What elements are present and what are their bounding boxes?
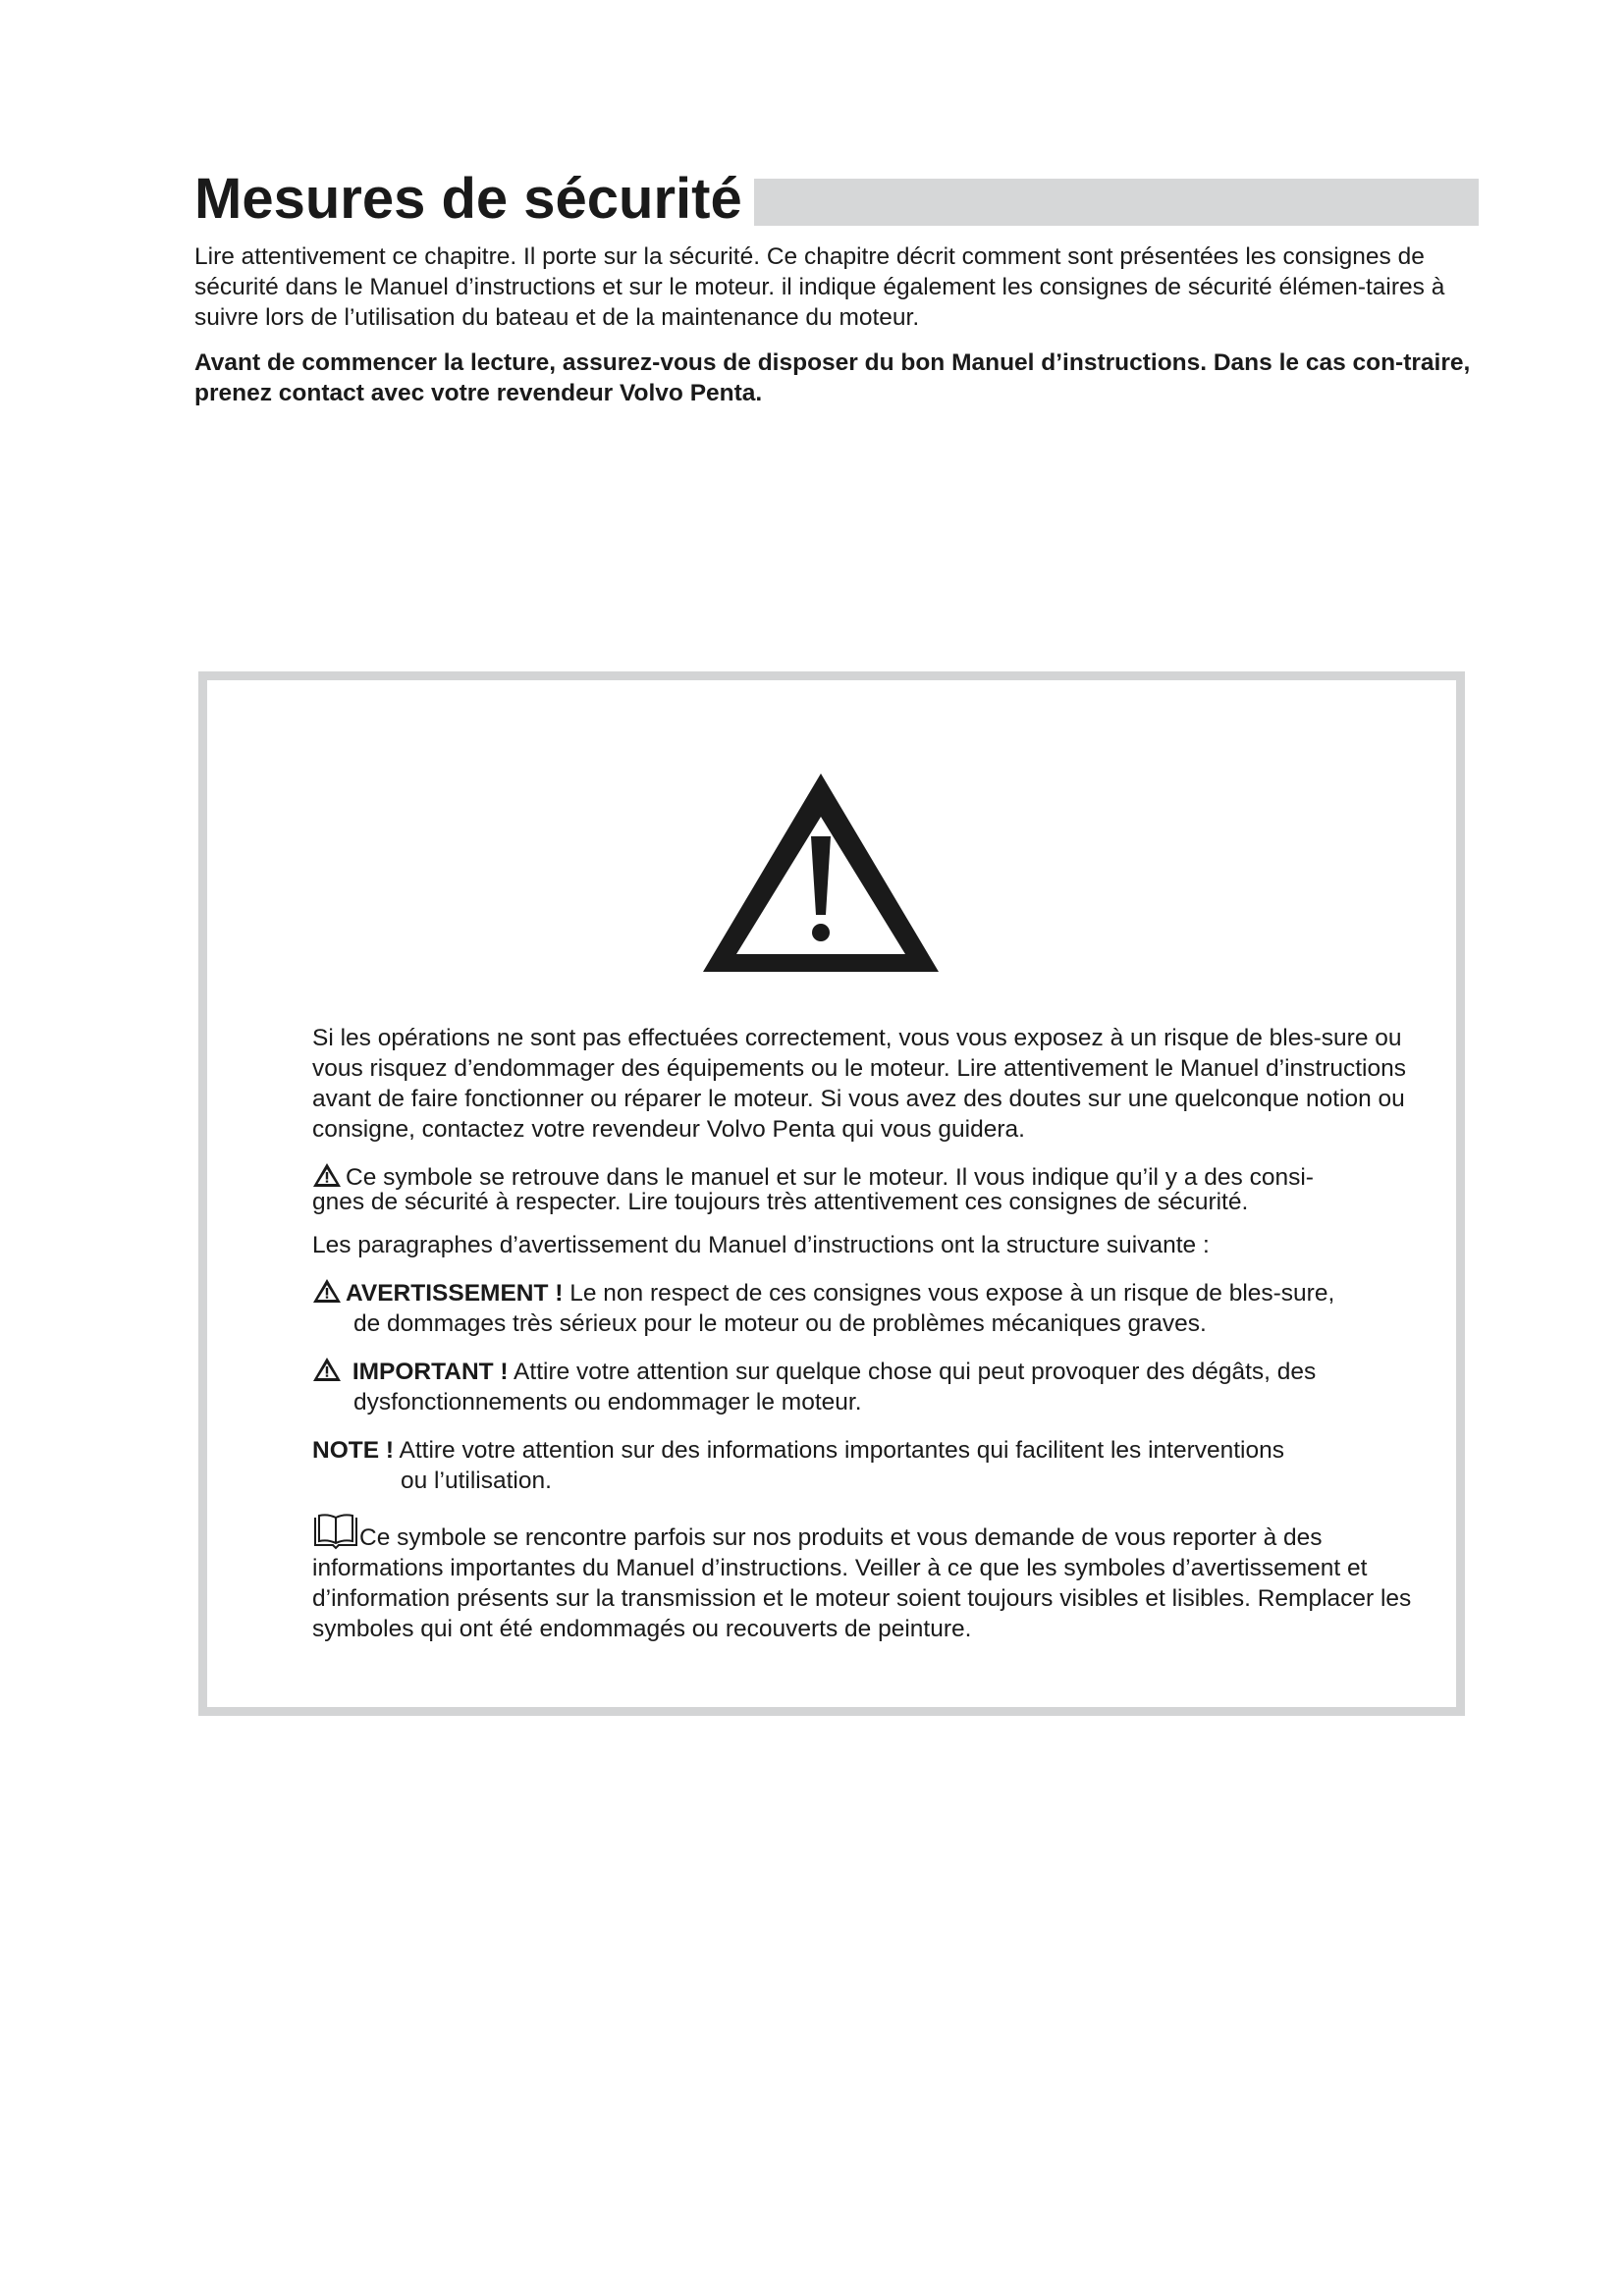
note-label: NOTE ! — [312, 1437, 395, 1464]
title-bar — [754, 179, 1479, 226]
warning-label: AVERTISSEMENT ! — [346, 1280, 564, 1307]
manual-rest: informations importantes du Manuel d’instructions. Veiller à ce que les symboles d’avertissement et d’information présents sur la transmission et le moteur soient toujours visibles et lisibles. Remplacer les symboles qui ont été endommagés ou recouverts de peinture. — [312, 1555, 1412, 1642]
note-line-1: Attire votre attention sur des informations importantes qui facilitent les interventions — [394, 1437, 1284, 1464]
warning-triangle-icon — [312, 1357, 342, 1382]
open-book-icon — [312, 1514, 359, 1551]
manual-paragraph — [312, 1514, 1422, 1644]
warning-triangle-icon — [697, 766, 945, 980]
important-line-1: Attire votre attention sur quelque chose qui peut provoquer des dégâts, des — [508, 1359, 1317, 1385]
manual-line-1: Ce symbole se rencontre parfois sur nos produits et vous demande de vous reporter à des — [359, 1524, 1323, 1551]
symbol-line-1: Ce symbole se retrouve dans le manuel et sur le moteur. Il vous indique qu’il y a des consi- — [346, 1164, 1314, 1191]
warning-paragraph — [312, 1278, 1422, 1339]
structure-paragraph: Les paragraphes d’avertissement du Manuel d’instructions ont la structure suivante : — [312, 1232, 1210, 1258]
symbol-line-2: gnes de sécurité à respecter. Lire toujours très attentivement ces consignes de sécurité. — [312, 1189, 1249, 1215]
important-paragraph — [312, 1357, 1422, 1417]
symbol-paragraph — [312, 1162, 1422, 1215]
intro-section — [194, 241, 1481, 408]
note-paragraph — [312, 1435, 1422, 1496]
warning-triangle-icon — [312, 1278, 342, 1304]
warning-line-1: Le non respect de ces consignes vous expose à un risque de bles-sure, — [563, 1280, 1335, 1307]
important-label: IMPORTANT ! — [352, 1359, 509, 1385]
page-title: Mesures de sécurité — [194, 167, 742, 231]
intro-bold-paragraph: Avant de commencer la lecture, assurez-vous de disposer du bon Manuel d’instructions. Dans le cas con-traire, prenez contact avec votre revendeur Volvo Penta. — [194, 349, 1471, 406]
risk-paragraph: Si les opérations ne sont pas effectuées correctement, vous vous exposez à un risque de bles-sure ou vous risquez d’endommager des équipements ou le moteur. Lire attentivement le Manuel d’instructions avant de faire fonctionner ou réparer le moteur. Si vous avez des doutes sur une quelconque notion ou consigne, contactez votre revendeur Volvo Penta qui vous guidera. — [312, 1025, 1406, 1143]
intro-paragraph: Lire attentivement ce chapitre. Il porte sur la sécurité. Ce chapitre décrit comment sont présentées les consignes de sécurité dans le Manuel d’instructions et sur le moteur. il indique également les consignes de sécurité élémen-taires à suivre lors de l’utilisation du bateau et de la maintenance du moteur. — [194, 243, 1445, 331]
note-line-2: ou l’utilisation. — [401, 1468, 552, 1494]
safety-box-content — [312, 1023, 1422, 1644]
warning-triangle-icon — [312, 1162, 342, 1188]
important-line-2: dysfonctionnements ou endommager le moteur. — [353, 1389, 862, 1415]
title-row — [194, 165, 1490, 234]
warning-line-2: de dommages très sérieux pour le moteur ou de problèmes mécaniques graves. — [353, 1310, 1207, 1337]
